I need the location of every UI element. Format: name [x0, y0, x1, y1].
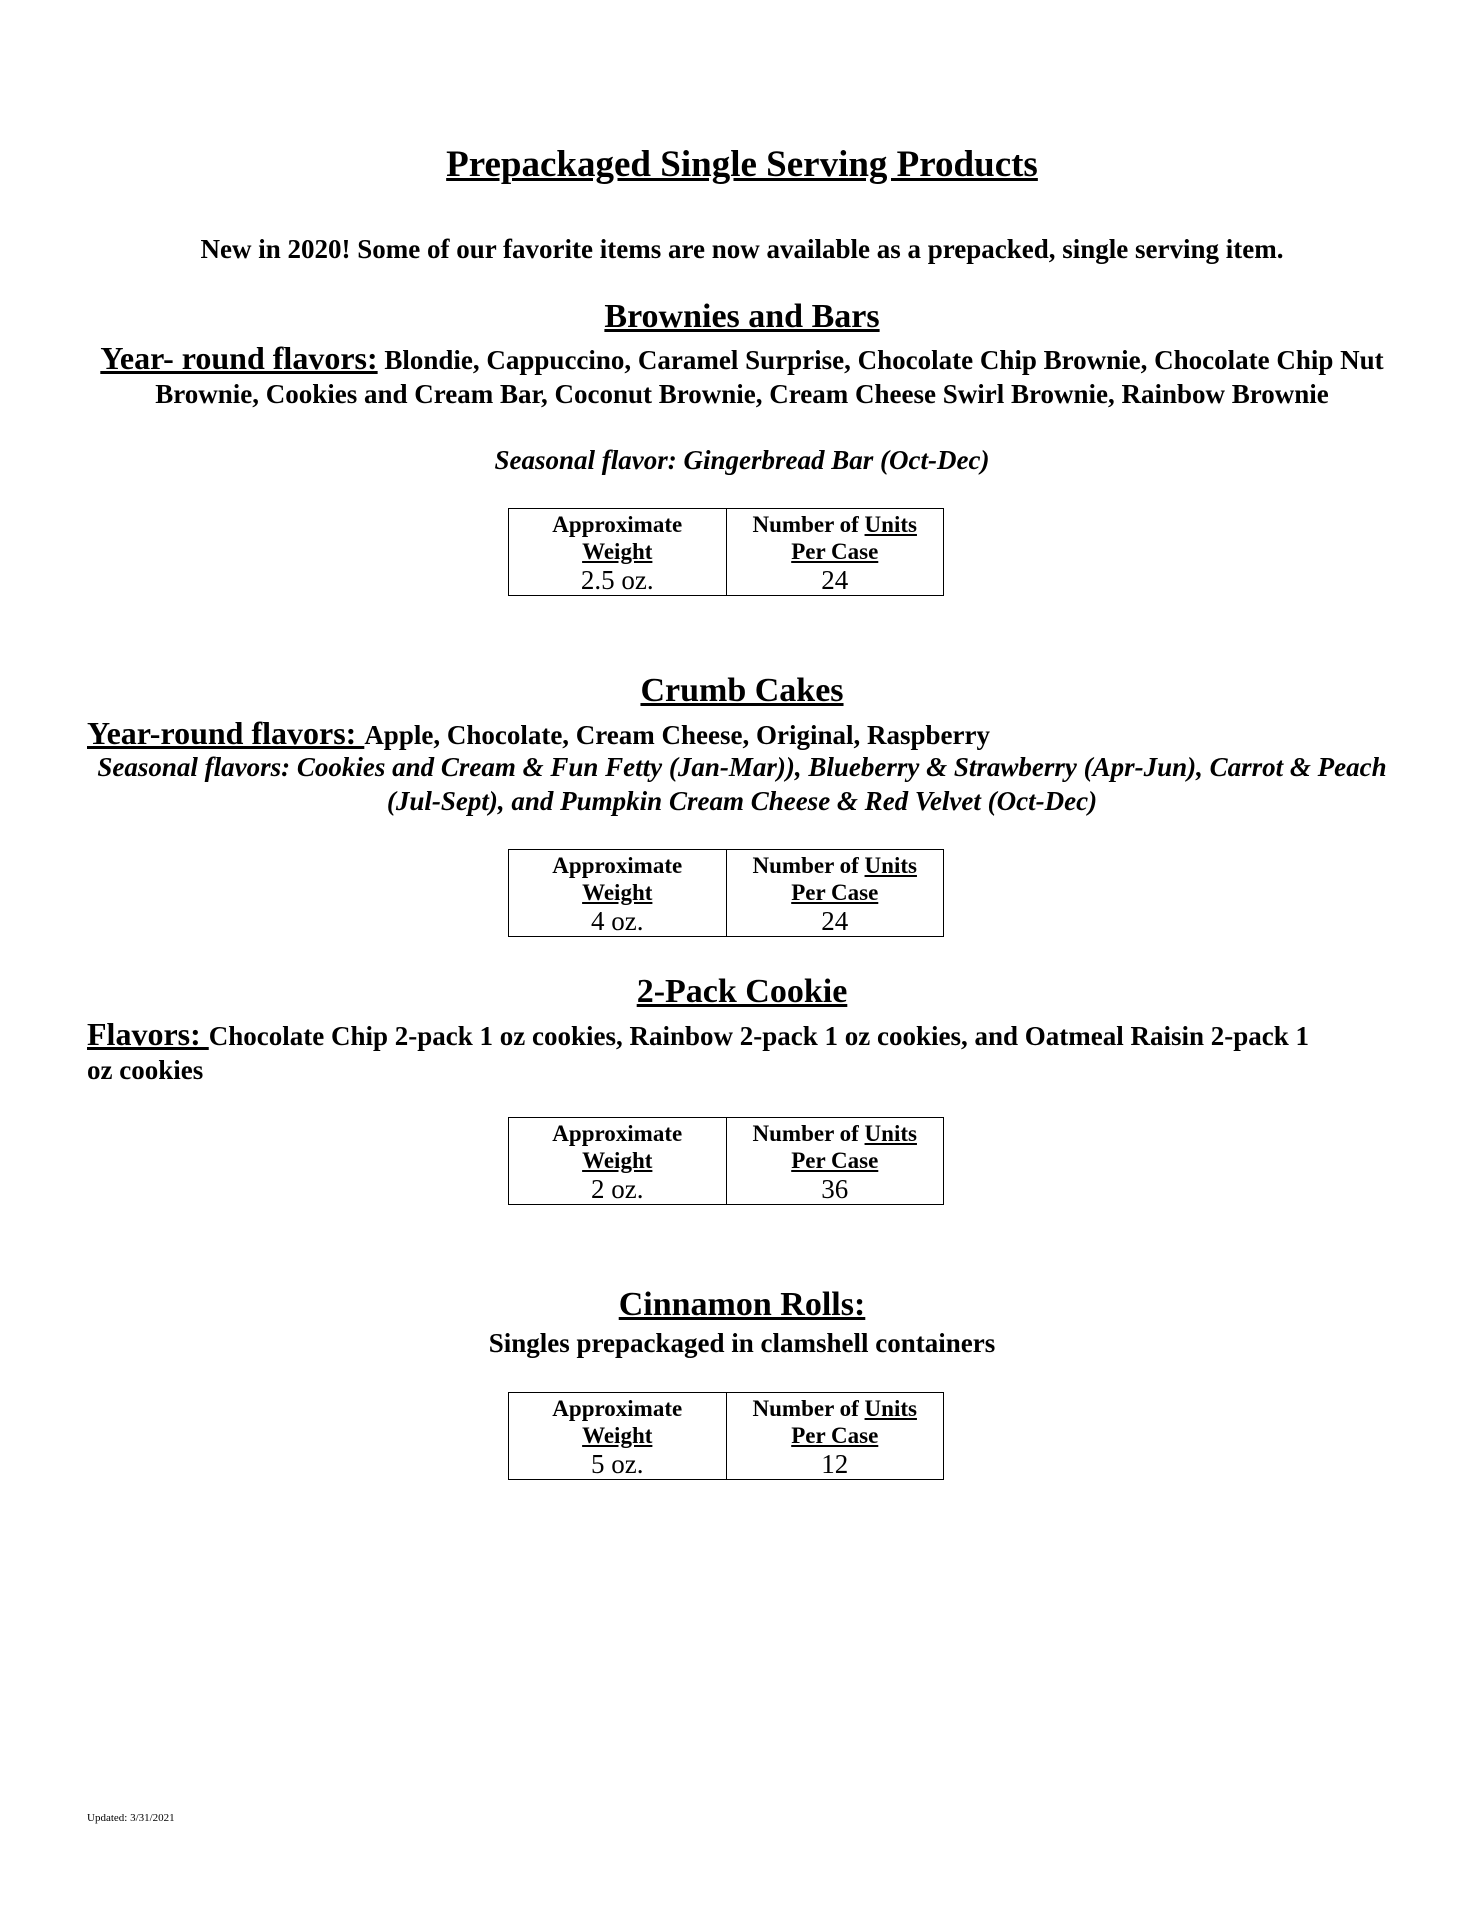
cookie-flavors	[87, 1017, 1337, 1087]
units-header-line2: Per Case	[791, 880, 879, 905]
table-row	[509, 509, 944, 596]
units-header-underlined: Units	[864, 1121, 917, 1146]
brownies-seasonal: Seasonal flavor: Gingerbread Bar (Oct-Dec)	[494, 445, 990, 475]
units-value: 24	[821, 565, 849, 595]
footer-updated: Updated: 3/31/2021	[87, 1812, 175, 1824]
units-header-underlined: Units	[864, 1396, 917, 1421]
units-header-line2: Per Case	[791, 1423, 879, 1448]
units-header-underlined: Units	[864, 512, 917, 537]
units-value: 36	[821, 1174, 849, 1204]
units-value: 12	[821, 1449, 849, 1479]
cinnamon-subheading: Singles prepackaged in clamshell containers	[488, 1328, 996, 1358]
crumb-flavors-label: Year-round flavors:	[87, 715, 365, 751]
section-heading-2-pack-cookie: 2-Pack Cookie	[636, 973, 848, 1010]
cookie-flavors-label: Flavors:	[87, 1016, 209, 1052]
section-heading-crumb-cakes: Crumb Cakes	[640, 672, 844, 709]
section-heading-brownies: Brownies and Bars	[604, 298, 880, 335]
units-cell	[726, 1118, 944, 1205]
table-row	[509, 850, 944, 937]
weight-value: 4 oz.	[591, 906, 644, 936]
weight-header-line1: Approximate	[552, 1396, 683, 1421]
weight-header-line1: Approximate	[552, 853, 683, 878]
units-header-underlined: Units	[864, 853, 917, 878]
weight-cell	[509, 850, 727, 937]
units-cell	[726, 1393, 944, 1480]
units-header-line1	[731, 852, 940, 879]
crumb-seasonal: Seasonal flavors: Cookies and Cream & Fun Fetty (Jan-Mar)), Blueberry & Strawberry (Apr-Jun), Carrot & Peach (Jul-Sept), and Pumpkin Cream Cheese & Red Velvet (Oct-Dec)	[97, 752, 1387, 816]
crumb-flavors	[87, 716, 1407, 752]
weight-header-line2: Weight	[582, 1148, 653, 1173]
page-title: Prepackaged Single Serving Products	[446, 144, 1038, 185]
units-header-line1	[731, 1395, 940, 1422]
intro-text: New in 2020! Some of our favorite items are now available as a prepacked, single serving item.	[200, 234, 1284, 264]
brownies-flavors	[85, 341, 1399, 411]
weight-header-line2: Weight	[582, 539, 653, 564]
weight-cell	[509, 1393, 727, 1480]
weight-header-line2: Weight	[582, 1423, 653, 1448]
cookie-spec-table	[508, 1117, 944, 1205]
cinnamon-spec-table	[508, 1392, 944, 1480]
weight-cell	[509, 1118, 727, 1205]
units-cell	[726, 850, 944, 937]
weight-header-line1: Approximate	[552, 512, 683, 537]
units-header-line1	[731, 511, 940, 538]
cookie-flavors-list: Chocolate Chip 2-pack 1 oz cookies, Rainbow 2-pack 1 oz cookies, and Oatmeal Raisin 2-pack 1 oz cookies	[87, 1021, 1310, 1085]
units-header-text: Number of	[752, 1121, 865, 1146]
weight-header-line1: Approximate	[552, 1121, 683, 1146]
units-value: 24	[821, 906, 849, 936]
brownies-flavors-list: Blondie, Cappuccino, Caramel Surprise, Chocolate Chip Brownie, Chocolate Chip Nut Brownie, Cookies and Cream Bar, Coconut Brownie, Cream Cheese Swirl Brownie, Rainbow Brownie	[155, 345, 1384, 409]
units-header-line2: Per Case	[791, 539, 879, 564]
units-cell	[726, 509, 944, 596]
units-header-text: Number of	[752, 1396, 865, 1421]
weight-value: 2.5 oz.	[580, 565, 654, 595]
units-header-text: Number of	[752, 512, 865, 537]
crumb-flavors-list: Apple, Chocolate, Cream Cheese, Original, Raspberry	[364, 720, 990, 750]
units-header-text: Number of	[752, 853, 865, 878]
weight-value: 5 oz.	[591, 1449, 644, 1479]
weight-header-line2: Weight	[582, 880, 653, 905]
brownies-spec-table	[508, 508, 944, 596]
units-header-line2: Per Case	[791, 1148, 879, 1173]
units-header-line1	[731, 1120, 940, 1147]
table-row	[509, 1118, 944, 1205]
weight-value: 2 oz.	[591, 1174, 644, 1204]
section-heading-cinnamon-rolls: Cinnamon Rolls:	[618, 1286, 866, 1323]
weight-cell	[509, 509, 727, 596]
crumb-spec-table	[508, 849, 944, 937]
brownies-flavors-label: Year- round flavors:	[100, 340, 378, 376]
table-row	[509, 1393, 944, 1480]
